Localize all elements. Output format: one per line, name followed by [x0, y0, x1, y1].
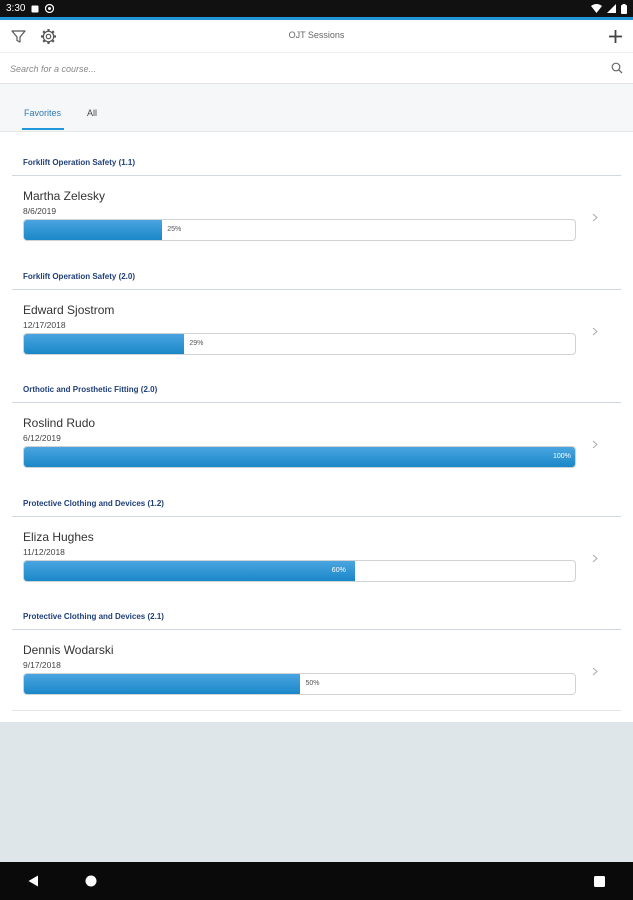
session-row[interactable]	[12, 290, 621, 369]
status-time: 3:30	[6, 3, 26, 14]
progress-bar	[23, 219, 576, 241]
app-notification-icon	[45, 4, 54, 13]
list-end-divider	[12, 710, 621, 711]
active-tab-indicator	[22, 128, 64, 130]
course-title: Orthotic and Prosthetic Fitting (2.0)	[23, 385, 158, 394]
add-session-button[interactable]	[601, 22, 629, 50]
course-title: Protective Clothing and Devices (1.2)	[23, 499, 164, 508]
session-row[interactable]	[12, 517, 621, 596]
search-input[interactable]	[10, 59, 590, 79]
progress-label: 25%	[167, 226, 182, 233]
trainee-name: Dennis Wodarski	[23, 643, 114, 657]
session-row[interactable]	[12, 403, 621, 482]
trainee-name: Martha Zelesky	[23, 189, 106, 203]
search-icon[interactable]	[611, 62, 623, 74]
course-title: Forklift Operation Safety (2.0)	[23, 272, 136, 281]
chevron-right-icon	[592, 440, 598, 449]
progress-fill	[24, 220, 162, 240]
status-bar	[0, 0, 633, 17]
course-group	[0, 359, 633, 473]
tab-favorites[interactable]: Favorites	[24, 108, 62, 118]
course-group	[0, 473, 633, 587]
tab-all[interactable]: All	[87, 108, 98, 118]
chevron-right-icon	[592, 667, 598, 676]
tabs-bar	[0, 84, 633, 132]
system-nav-bar	[0, 862, 633, 900]
session-date: 8/6/2019	[23, 206, 57, 216]
session-date: 12/17/2018	[23, 320, 66, 330]
course-group	[0, 132, 633, 246]
trainee-name: Roslind Rudo	[23, 416, 96, 430]
progress-bar	[23, 673, 576, 695]
progress-label: 100%	[553, 453, 571, 460]
progress-label: 50%	[305, 680, 320, 687]
chevron-right-icon	[592, 327, 598, 336]
trainee-name: Edward Sjostrom	[23, 303, 115, 317]
session-date: 6/12/2019	[23, 433, 61, 443]
notification-icon	[31, 5, 39, 13]
progress-label: 60%	[331, 567, 346, 574]
wifi-icon	[591, 4, 602, 13]
plus-icon	[608, 29, 623, 44]
page-title: OJT Sessions	[288, 30, 345, 40]
progress-fill	[24, 334, 184, 354]
course-group	[0, 246, 633, 360]
battery-icon	[621, 4, 627, 14]
recents-square-icon[interactable]	[594, 876, 605, 887]
back-triangle-icon[interactable]	[28, 875, 39, 887]
progress-bar	[23, 560, 576, 582]
course-title: Protective Clothing and Devices (2.1)	[23, 612, 164, 621]
progress-label: 29%	[189, 340, 204, 347]
search-bar	[0, 52, 633, 84]
session-list	[0, 132, 633, 722]
course-group	[0, 586, 633, 700]
session-date: 9/17/2018	[23, 660, 61, 670]
progress-bar	[23, 333, 576, 355]
session-row[interactable]	[12, 176, 621, 255]
session-date: 11/12/2018	[23, 547, 65, 557]
app-bar	[0, 20, 633, 52]
session-row[interactable]	[12, 630, 621, 709]
home-circle-icon[interactable]	[85, 875, 97, 887]
chevron-right-icon	[592, 554, 598, 563]
progress-bar	[23, 446, 576, 468]
progress-fill	[24, 447, 575, 467]
signal-icon	[607, 4, 616, 13]
progress-fill	[24, 561, 355, 581]
chevron-right-icon	[592, 213, 598, 222]
progress-fill	[24, 674, 300, 694]
course-title: Forklift Operation Safety (1.1)	[23, 158, 136, 167]
trainee-name: Eliza Hughes	[23, 530, 94, 544]
